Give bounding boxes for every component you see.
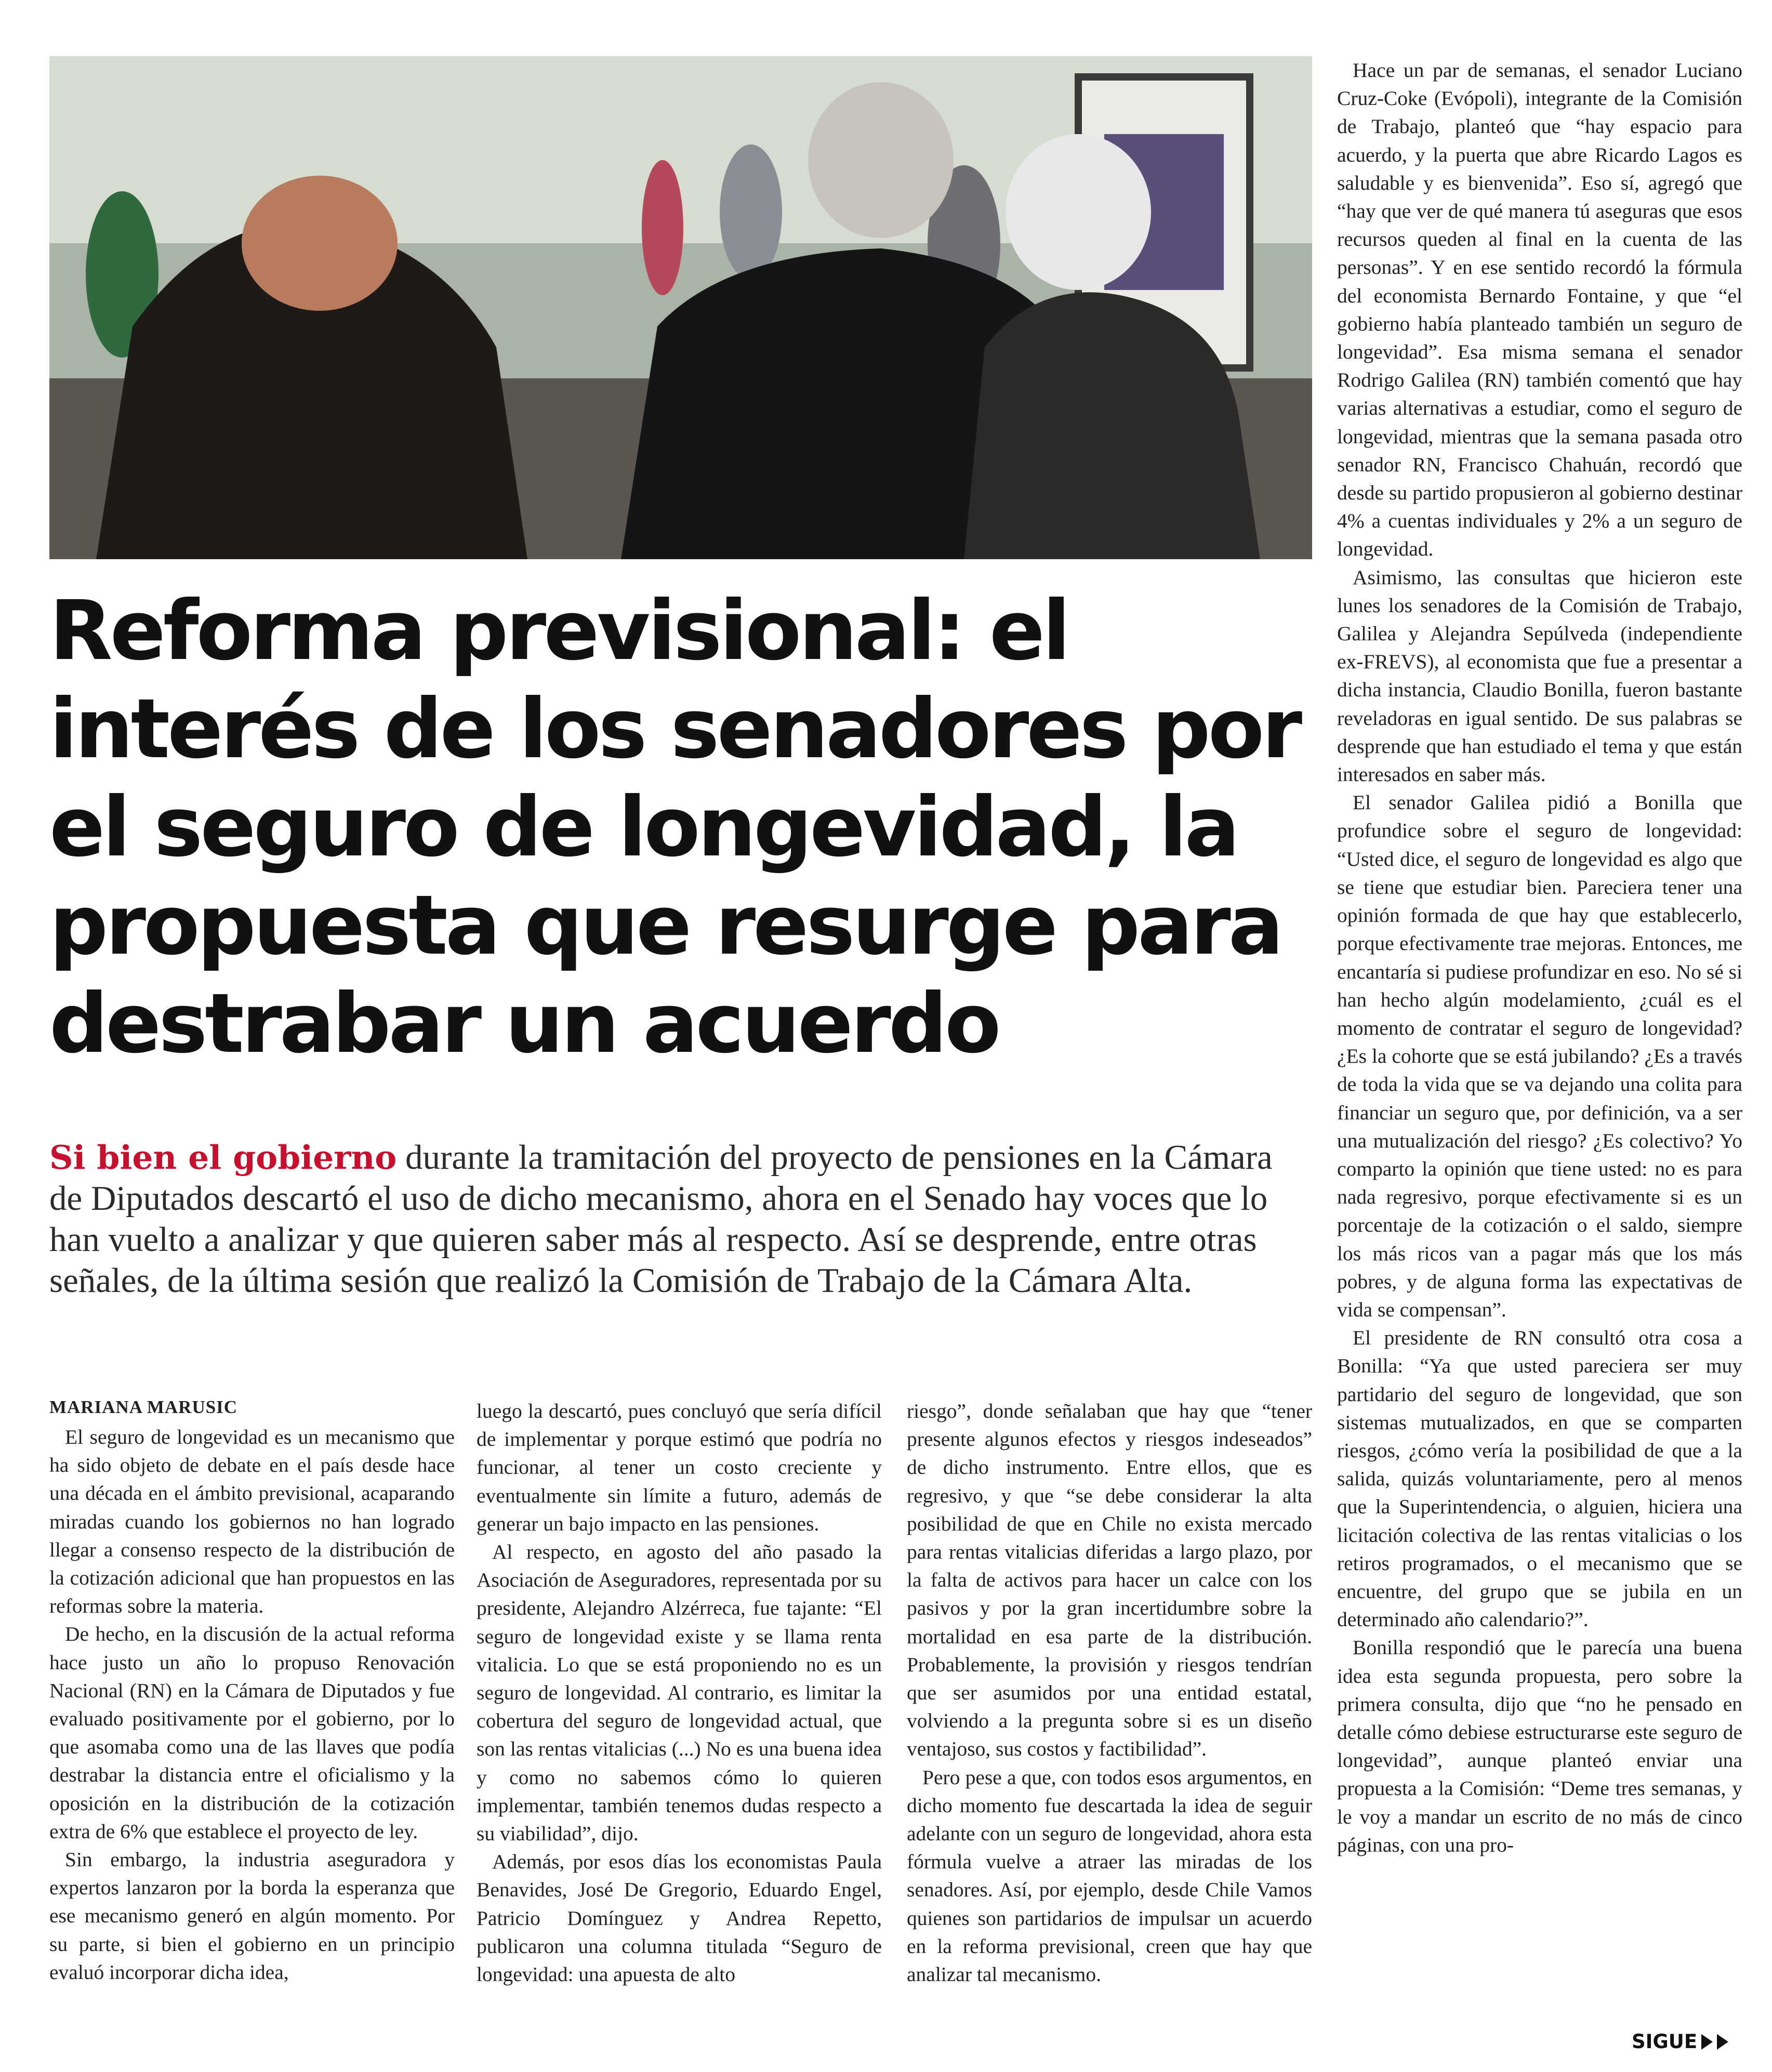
paragraph: Pero pese a que, con todos esos argumentos, en dicho momento fue descartada la idea de seguir adelante con un seguro de longevidad, ahora esta fórmula vuelve a atraer las miradas de los senadores. Así, por ejemplo, desde Chile Vamos quienes son partidarios de impulsar un acuerdo en la reforma previsional, creen que hay que analizar tal mecanismo. (907, 1765, 1312, 1986)
body-column-2 (477, 1397, 882, 1988)
paragraph: Además, por esos días los economistas Paula Benavides, José De Gregorio, Eduardo Engel, Patricio Domínguez y Andrea Repetto, publicaron una columna titulada “Seguro de longevidad: una apuesta de alto (477, 1850, 882, 1986)
continue-label: SIGUE (1632, 2030, 1698, 2053)
paragraph: riesgo”, donde señalaban que hay que “tener presente algunos efectos y riesgos indeseados” de dicho instrumento. Entre ellos, que es regresivo, y que “se debe considerar la alta posibilidad de que en Chile no exista mercado para rentas vitalicias diferidas a largo plazo, por la falta de activos para hacer un calce con los pasivos y por la gran incertidumbre sobre la mortalidad en esa parte de la distribución. Probablemente, la provisión y riesgos tendrían que ser asumidos por una entidad estatal, volviendo a la pregunta sobre si es un diseño ventajoso, sus costos y factibilidad”. (907, 1400, 1312, 1761)
arrow-right-icon (1717, 2034, 1728, 2050)
paragraph: El presidente de RN consultó otra cosa a Bonilla: “Ya que usted pareciera ser muy partidario del seguro de longevidad, que son sistemas mutualizados, en que se comparten riesgos, ¿cómo vería la posibilidad de que a la salida, quizás voluntariamente, pero al menos que la Superintendencia, o alguien, hiciera una licitación colectiva de las rentas vitalicias o los retiros programados, o el mecanismo que se encuentre, del grupo que se jubila en un determinado año calendario?”. (1337, 1326, 1742, 1631)
body-column-1 (49, 1423, 455, 1986)
deck-lead: Si bien el gobierno (49, 1138, 397, 1177)
paragraph: Sin embargo, la industria aseguradora y expertos lanzaron por la borda la esperanza que ese mecanismo generó en algún momento. Por su parte, si bien el gobierno en un principio evaluó incorporar dicha idea, (49, 1848, 455, 1984)
deck (49, 1137, 1307, 1301)
paragraph: Asimismo, las consultas que hicieron este lunes los senadores de la Comisión de Trabajo, Galilea y Alejandra Sepúlveda (independiente ex-FREVS), al economista que fue a presentar a dicha instancia, Claudio Bonilla, fueron bastante reveladoras en igual sentido. De sus palabras se desprende que han estudiado el tema y que están interesados en saber más. (1337, 565, 1742, 786)
paragraph: El senador Galilea pidió a Bonilla que profundice sobre el seguro de longevidad: “Usted dice, el seguro de longevidad es algo que se tiene que estudiar bien. Pareciera tener una opinión formada de que hay que establecerlo, porque efectivamente trae mejoras. Entonces, me encantaría si pudiese profundizar en eso. No sé si han hecho algún modelamiento, ¿cuál es el momento de contratar el seguro de longevidad? ¿Es la cohorte que se está jubilando? ¿Es a través de toda la vida que se va dejando una colita para financiar un seguro que, por definición, va a ser una mutualización del riesgo? ¿Es colectivo? Yo comparto la opinión que tiene usted: no es para nada regresivo, porque efectivamente si es un porcentaje de la cotización o el saldo, siempre los más ricos van a pagar más que los más pobres, y de alguna forma las expectativas de vida se compensan”. (1337, 791, 1742, 1321)
headline: Reforma previsional: el interés de los senadores por el seguro de longevidad, la propuesta que resurge para destrabar un acuerdo (49, 583, 1300, 1072)
street-photo-image (49, 56, 1312, 559)
deck-text: durante la tramitación del proyecto de pensiones en la Cámara de Diputados descartó el uso de dicho mecanismo, ahora en el Senado hay voces que lo han vuelto a analizar y que quieren saber más al respecto. Así se desprende, entre otras señales, de la última sesión que realizó la Comisión de Trabajo de la Cámara Alta. (49, 1138, 1273, 1300)
continue-marker (1632, 2030, 1728, 2053)
paragraph: Al respecto, en agosto del año pasado la Asociación de Aseguradores, representada por su presidente, Alejandro Alzérreca, fue tajante: “El seguro de longevidad existe y se llama renta vitalicia. Lo que se está proponiendo no es un seguro de longevidad. Al contrario, es limitar la cobertura del seguro de longevidad actual, que son las rentas vitalicias (...) No es una buena idea y como no sabemos cómo lo quieren implementar, también tenemos dudas respecto a su viabilidad”, dijo. (477, 1540, 882, 1845)
arrow-right-icon (1701, 2034, 1713, 2050)
article-photo (49, 56, 1312, 559)
paragraph: De hecho, en la discusión de la actual reforma hace justo un año lo propuso Renovación Nacional (RN) en la Cámara de Diputados y fue evaluado positivamente por el gobierno, por lo que asomaba como una de las llaves que podía destrabar la distancia entre el oficialismo y la oposición en la distribución de la cotización extra de 6% que establece el proyecto de ley. (49, 1622, 455, 1843)
paragraph: Hace un par de semanas, el senador Luciano Cruz-Coke (Evópoli), integrante de la Comisión de Trabajo, planteó que “hay espacio para acuerdo, y la puerta que abre Ricardo Lagos es saludable y es bienvenida”. Eso sí, agregó que “hay que ver de qué manera tú aseguras que esos recursos queden al final en la cuenta de las personas”. Y en ese sentido recordó la fórmula del economista Bernardo Fontaine, y que “el gobierno había planteado también un seguro de longevidad”. Esa misma semana el senador Rodrigo Galilea (RN) también comentó que hay varias alternativas a estudiar, como el seguro de longevidad, mientras que la semana pasada otro senador RN, Francisco Chahuán, recordó que desde su partido propusieron al gobierno destinar 4% a cuentas individuales y 2% a un seguro de longevidad. (1337, 59, 1742, 561)
body-column-4 (1337, 56, 1742, 1859)
body-column-3 (907, 1397, 1312, 1988)
byline: MARIANA MARUSIC (49, 1397, 238, 1417)
paragraph: Bonilla respondió que le parecía una buena idea esta segunda propuesta, pero sobre la primera consulta, dijo que “no he pensado en detalle cómo debiese estructurarse este seguro de longevidad”, aunque planteó enviar una propuesta a la Comisión: “Deme tres semanas, y le voy a mandar un escrito de no más de cinco páginas, con una pro- (1337, 1636, 1742, 1856)
paragraph: luego la descartó, pues concluyó que sería difícil de implementar y porque estimó que podría no funcionar, al tener un costo creciente y eventualmente sin límite a futuro, además de generar un bajo impacto en las pensiones. (477, 1400, 882, 1535)
paragraph: El seguro de longevidad es un mecanismo que ha sido objeto de debate en el país desde hace una década en el ámbito previsional, acaparando miradas cuando los gobiernos no han logrado llegar a consenso respecto de la distribución de la cotización adicional que han propuestos en las reformas sobre la materia. (49, 1426, 455, 1618)
